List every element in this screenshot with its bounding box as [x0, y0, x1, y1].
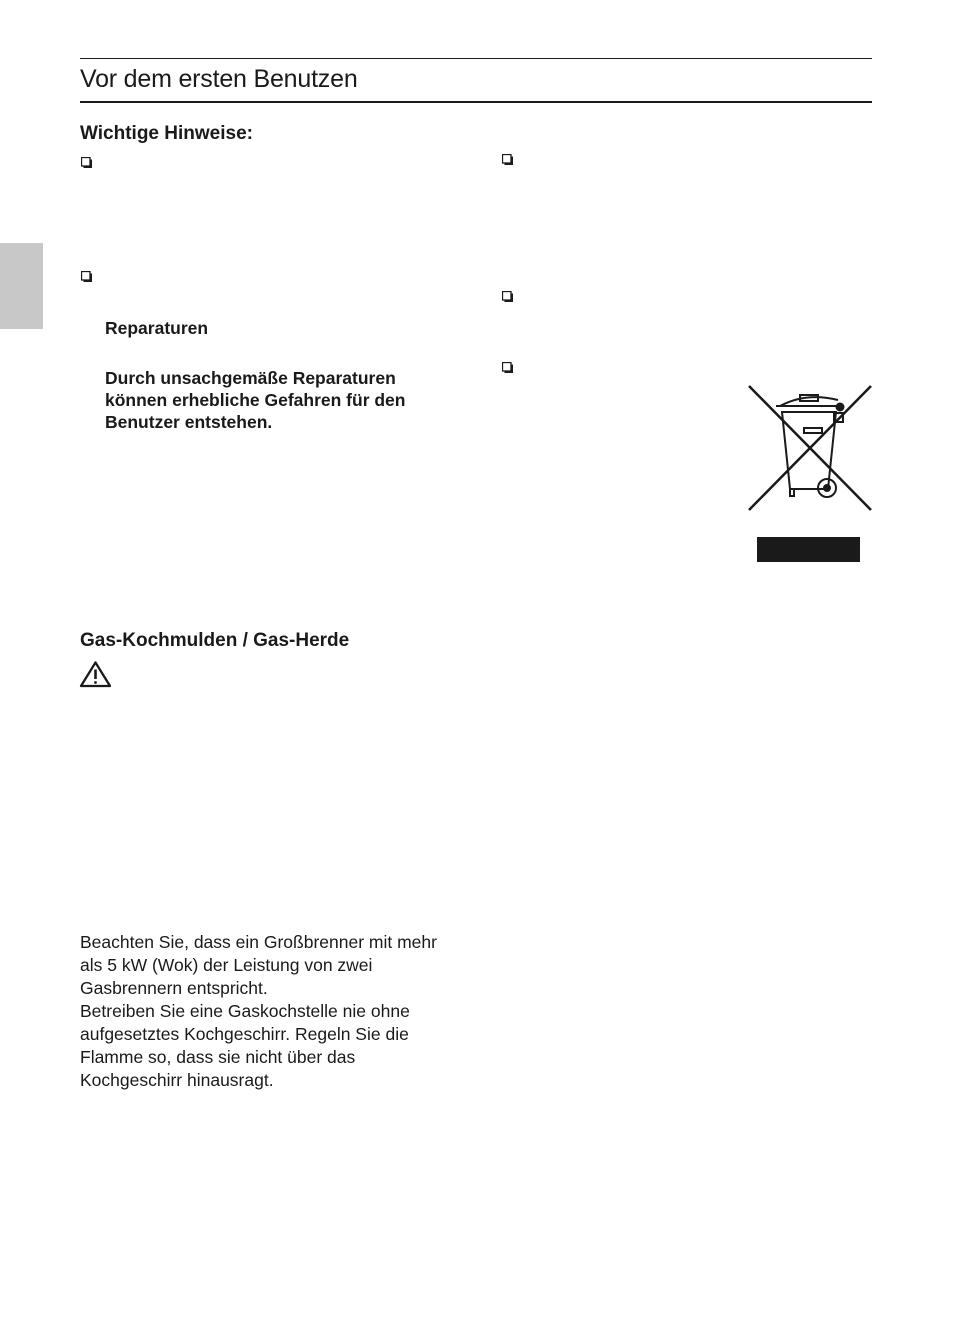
gas-paragraph-1: Beachten Sie, dass ein Großbrenner mit mehr als 5 kW (Wok) der Leistung von zwei Gasbrennern entspricht.	[80, 932, 437, 998]
gas-heading: Gas-Kochmulden / Gas-Herde	[80, 630, 350, 651]
header-bottom-rule	[80, 101, 872, 103]
repair-title: Reparaturen	[105, 318, 209, 338]
repair-warning-text: Durch unsachgemäße Reparaturen können erhebliche Gefahren für den Benutzer entstehen.	[105, 368, 406, 432]
crossed-out-wheelie-bin-icon	[746, 382, 874, 514]
checkbox-icon	[502, 362, 513, 373]
hints-heading: Wichtige Hinweise:	[80, 123, 253, 144]
header-top-rule	[80, 58, 872, 59]
checkbox-icon	[502, 154, 513, 165]
disposal-symbol-bar	[757, 537, 860, 562]
checkbox-icon	[81, 271, 92, 282]
page-title: Vor dem ersten Benutzen	[80, 65, 358, 93]
warning-triangle-icon	[79, 660, 112, 688]
checkbox-icon	[81, 157, 92, 168]
checkbox-icon	[502, 291, 513, 302]
gas-paragraph-2: Betreiben Sie eine Gaskochstelle nie ohne aufgesetztes Kochgeschirr. Regeln Sie die Flamme so, dass sie nicht über das Kochgeschirr hinausragt.	[80, 1001, 410, 1090]
side-tab-marker	[0, 243, 43, 329]
